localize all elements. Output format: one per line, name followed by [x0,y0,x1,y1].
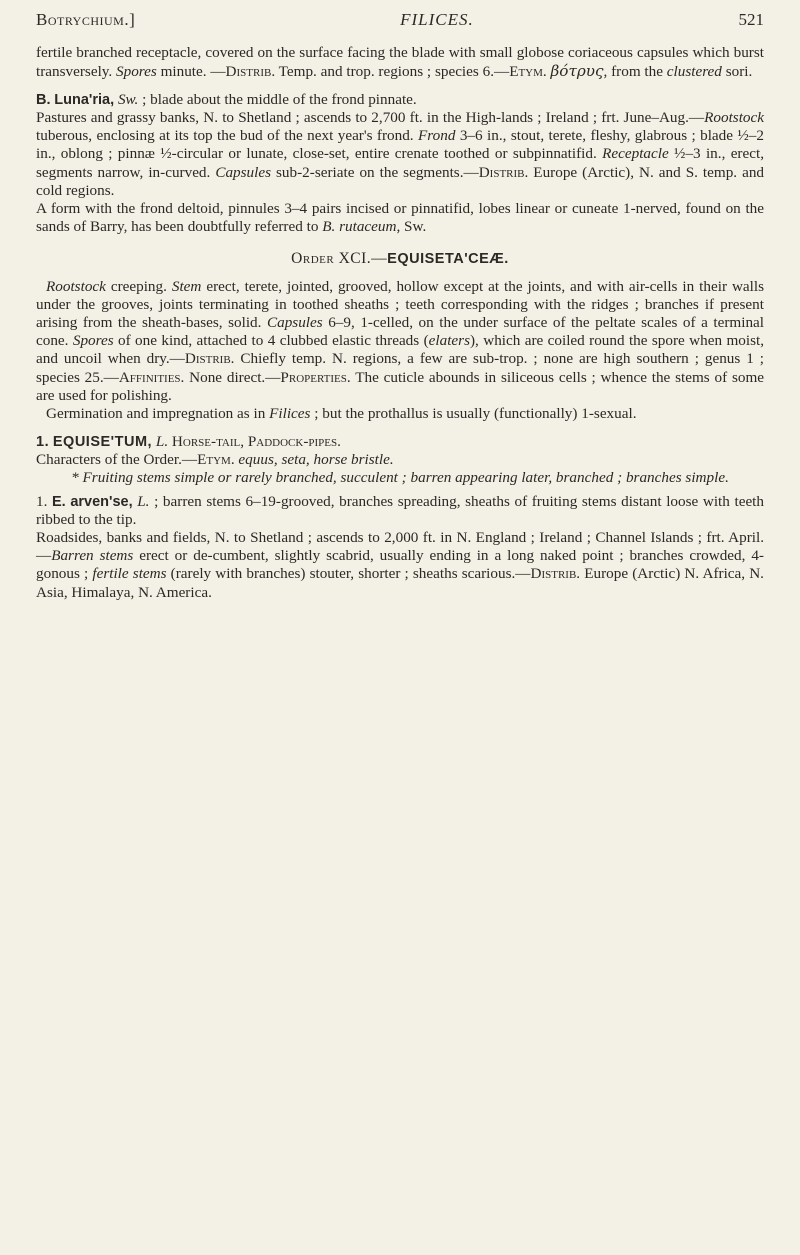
running-head [36,10,764,44]
paragraph-lunaria-form-note: A form with the frond deltoid, pinnules 3–4 pairs incised or pinnatifid, lobes linear or cuneate 1-nerved, found on the sands of Barry, has been doubtfully referred to B. rutaceum, Sw. [36,199,764,235]
paragraph-order-description: Rootstock creeping. Stem erect, terete, jointed, grooved, hollow except at the joints, and with air-cells in their walls under the grooves, joints terminating in toothed sheaths ; teeth corresponding with the ridges ; branches if present arising from the sheath-bases, solid. Capsules 6–9, 1-celled, on the under surface of the peltate scales of a terminal cone. Spores of one kind, attached to 4 clubbed elastic threads (elaters), which are coiled round the spore when moist, and uncoil when dry.—Distrib. Chiefly temp. N. regions, a few are sub-trop. ; none are high southern ; genus 1 ; species 25.—Affinities. None direct.—Properties. The cuticle abounds in siliceous cells ; whence the stems of some are used for polishing. [36,278,765,404]
page-body [36,44,764,602]
species-heading-arvense: 1. E. arven'se, L. ; barren stems 6–19-grooved, branches spreading, sheaths of fruiting stems distant loose with teeth ribbed to the tip. [36,493,764,529]
paragraph-lunaria-description: Pastures and grassy banks, N. to Shetland ; ascends to 2,700 ft. in the High-lands ; Ireland ; frt. June–Aug.—Rootstock tuberous, enclosing at its top the bud of the next year's frond. Frond 3–6 in., stout, terete, fleshy, glabrous ; blade ½–2 in., oblong ; pinnæ ½-circular or lunate, close-set, entire crenate toothed or subpinnatifid. Receptacle ½–3 in., erect, segments narrow, in-curved. Capsules sub-2-seriate on the segments.—Distrib. Europe (Arctic), N. and S. temp. and cold regions. [36,109,765,199]
paragraph-genus-characters: Characters of the Order.—Etym. equus, seta, horse bristle. [36,450,394,468]
key-fruiting-stems: * Fruiting stems simple or rarely branched, succulent ; barren appearing later, branched ; branches simple. [71,468,729,486]
species-heading-lunaria: B. Luna'ria, Sw. ; blade about the middle of the frond pinnate. [36,91,417,109]
running-head-title: FILICES. [400,10,474,29]
paragraph-botrychium-description: fertile branched receptacle, covered on the surface facing the blade with small globose coriaceous capsules which burst transversely. Spores minute. —Distrib. Temp. and trop. regions ; species 6.—Etym. βότρυς, from the clustered sori. [36,44,764,81]
page-number: 521 [738,10,764,29]
order-heading: Order XCI.—EQUISETA'CEÆ. [291,249,509,267]
running-head-left: Botrychium.] [36,10,136,29]
paragraph-arvense-description: Roadsides, banks and fields, N. to Shetland ; ascends to 2,000 ft. in N. England ; Ireland ; Channel Islands ; frt. April.—Barren stems erect or de-cumbent, slightly scabrid, usually ending in a long naked point ; branches crowded, 4-gonous ; fertile stems (rarely with branches) stouter, shorter ; sheaths scarious.—Distrib. Europe (Arctic) N. Africa, N. Asia, Himalaya, N. America. [36,529,764,601]
paragraph-germination: Germination and impregnation as in Filices ; but the prothallus is usually (functionally) 1-sexual. [46,404,637,422]
genus-heading-equisetum: 1. EQUISE'TUM, L. Horse-tail, Paddock-pipes. [36,432,341,450]
